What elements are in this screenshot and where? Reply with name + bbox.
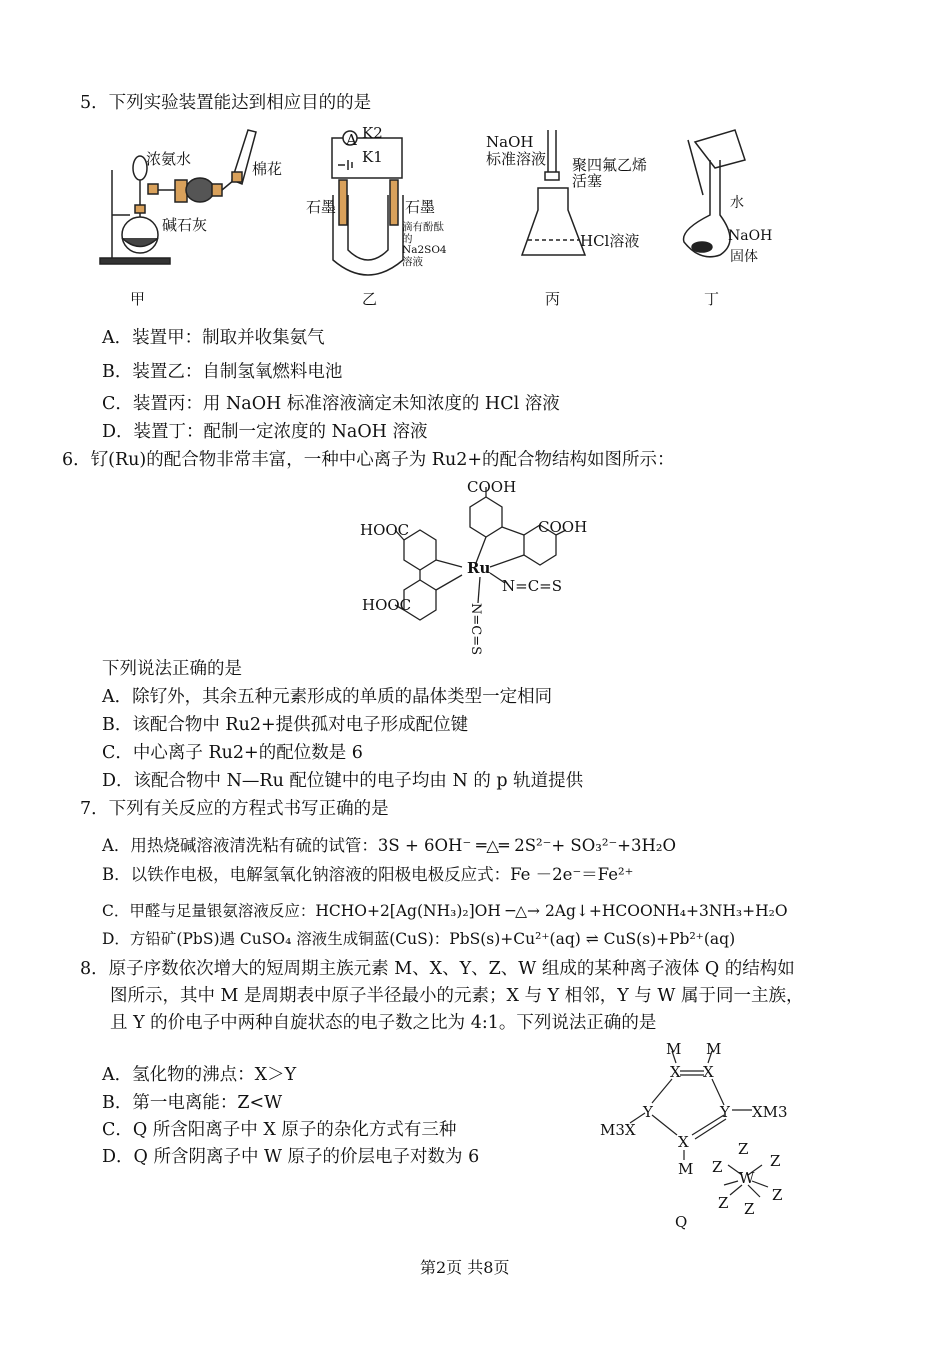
bing-valve-label: 活塞	[572, 172, 603, 190]
q8-fig-z4: Z	[772, 1186, 783, 1204]
q8-fig-q-label: Q	[675, 1213, 688, 1231]
q6-cooh-top: COOH	[467, 478, 517, 496]
q8-structure-figure	[0, 1035, 950, 1235]
q6-option-a: A．除钌外，其余五种元素形成的单质的晶体类型一定相同	[102, 687, 553, 707]
q8-fig-w: W	[739, 1169, 755, 1187]
q8-fig-x-left: X	[670, 1063, 681, 1081]
q8-fig-x-bottom: X	[678, 1133, 689, 1151]
q8-fig-m-top-right: M	[706, 1040, 722, 1058]
q8-fig-z6: Z	[744, 1200, 755, 1218]
page-footer: 第2页 共8页	[420, 1258, 510, 1277]
q8-fig-z2: Z	[712, 1158, 723, 1176]
yi-solution-label: 滴有酚酞的Na2SO4溶液	[402, 221, 447, 268]
bing-caption: 丙	[545, 290, 561, 308]
bing-hcl-label: HCl溶液	[580, 232, 640, 250]
q6-ncs-right: N=C=S	[502, 577, 563, 595]
jia-cotton-label: 棉花	[252, 160, 283, 178]
q8-stem-line-1: 8．原子序数依次增大的短周期主族元素 M、X、Y、Z、W 组成的某种离子液体 Q 的结构如	[80, 959, 795, 979]
q8-option-d: D．Q 所含阴离子中 W 原子的价层电子对数为 6	[102, 1147, 480, 1167]
q8-fig-m3x: M3X	[600, 1121, 636, 1139]
q8-option-c: C．Q 所含阳离子中 X 原子的杂化方式有三种	[102, 1120, 457, 1140]
q6-cooh-right: COOH	[538, 518, 588, 536]
q8-fig-m-bottom: M	[678, 1160, 694, 1178]
q8-fig-z1: Z	[738, 1140, 749, 1158]
yi-k1-label: K1	[362, 148, 383, 166]
q5-option-c: C．装置丙：用 NaOH 标准溶液滴定未知浓度的 HCl 溶液	[102, 394, 560, 414]
q6-option-c: C．中心离子 Ru2+的配位数是 6	[102, 743, 363, 763]
q8-option-b: B．第一电离能：Z<W	[102, 1093, 283, 1113]
q8-stem-line-3: 且 Y 的价电子中两种自旋状态的电子数之比为 4:1。下列说法正确的是	[110, 1013, 657, 1033]
q7-option-d: D．方铅矿(PbS)遇 CuSO₄ 溶液生成铜蓝(CuS)：PbS(s)+Cu²⁺(aq) ⇌ CuS(s)+Pb²⁺(aq)	[102, 930, 736, 948]
q8-option-a: A．氢化物的沸点：X＞Y	[102, 1065, 297, 1085]
q5-option-b: B．装置乙：自制氢氧燃料电池	[102, 362, 343, 382]
yi-graphite-right: 石墨	[405, 198, 436, 216]
ding-caption: 丁	[704, 290, 720, 308]
bing-naoh-label: NaOH	[486, 133, 534, 151]
jia-ammonia-label: 浓氨水	[146, 150, 192, 168]
q8-fig-y-right: Y	[720, 1103, 730, 1121]
q5-option-d: D．装置丁：配制一定浓度的 NaOH 溶液	[102, 422, 428, 442]
q7-option-a: A．用热烧碱溶液清洗粘有硫的试管：3S + 6OH⁻ ═△═ 2S²⁻+ SO₃²⁻+3H₂O	[102, 836, 677, 855]
yi-k2-label: K2	[362, 124, 383, 142]
q5-option-a: A．装置甲：制取并收集氨气	[102, 328, 325, 348]
q6-option-b: B．该配合物中 Ru2+提供孤对电子形成配位键	[102, 715, 469, 735]
q6-hooc-bottom: HOOC	[362, 596, 412, 614]
ding-water-label: 水	[730, 195, 744, 211]
q5-stem: 5．下列实验装置能达到相应目的的是	[80, 93, 372, 113]
yi-caption: 乙	[362, 290, 378, 308]
q6-option-d: D．该配合物中 N—Ru 配位键中的电子均由 N 的 p 轨道提供	[102, 771, 584, 791]
bing-ptfe-label: 聚四氟乙烯	[572, 156, 648, 174]
q8-fig-m-top-left: M	[666, 1040, 682, 1058]
jia-sodalime-label: 碱石灰	[162, 216, 208, 234]
yi-graphite-left: 石墨	[306, 198, 337, 216]
q8-fig-z5: Z	[718, 1194, 729, 1212]
ding-naoh-label: NaOH	[728, 228, 773, 244]
ding-solid-label: 固体	[730, 249, 758, 265]
q6-stem: 6．钌(Ru)的配合物非常丰富，一种中心离子为 Ru2+的配合物结构如图所示：	[62, 450, 675, 470]
yi-ammeter-label: A	[346, 131, 357, 149]
q6-hooc-left: HOOC	[360, 521, 410, 539]
q8-fig-xm3: XM3	[752, 1103, 788, 1121]
q7-stem: 7．下列有关反应的方程式书写正确的是	[80, 799, 389, 819]
q8-fig-z3: Z	[770, 1152, 781, 1170]
q6-ncs-down: N=C=S	[468, 603, 483, 656]
jia-caption: 甲	[130, 290, 146, 308]
q6-ru-center: Ru	[467, 559, 491, 577]
q6-lead: 下列说法正确的是	[102, 659, 242, 679]
q8-fig-x-right: X	[703, 1063, 714, 1081]
bing-standard-label: 标准溶液	[486, 150, 547, 168]
q7-option-b: B．以铁作电极，电解氢氧化钠溶液的阳极电极反应式：Fe －2e⁻＝Fe²⁺	[102, 865, 634, 884]
q8-fig-y-left: Y	[643, 1103, 653, 1121]
q7-option-c: C．甲醛与足量银氨溶液反应：HCHO+2[Ag(NH₃)₂]OH ─△→ 2Ag↓+HCOONH₄+3NH₃+H₂O	[102, 902, 788, 920]
q8-stem-line-2: 图所示，其中 M 是周期表中原子半径最小的元素；X 与 Y 相邻，Y 与 W 属于同一主族，	[110, 986, 804, 1006]
